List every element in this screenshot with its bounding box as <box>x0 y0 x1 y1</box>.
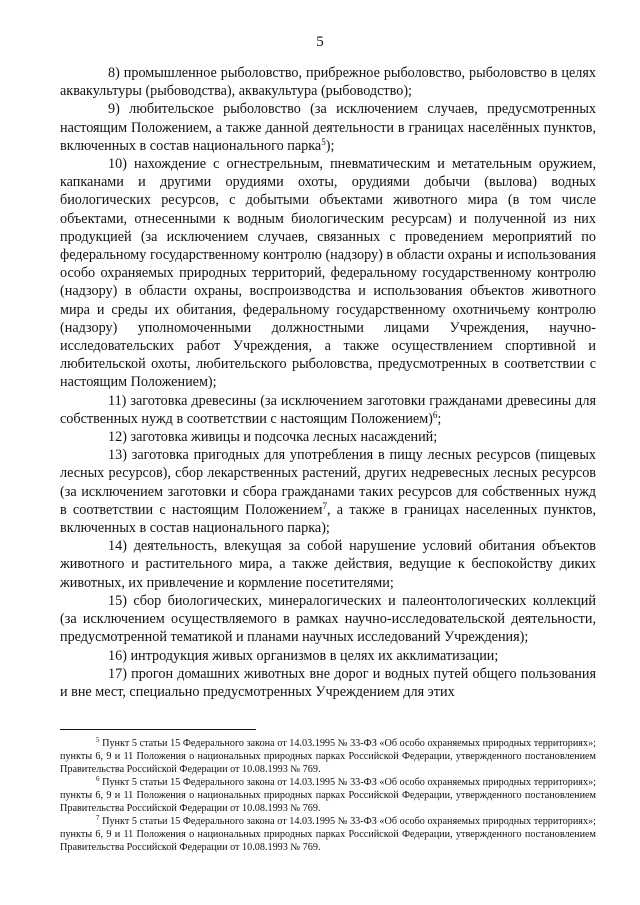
paragraph-11: 11) заготовка древесины (за исключением заготовки гражданами древесины для собственных нужд в соответствии с настоящим Положением)$^6$; <box>60 392 596 427</box>
footnote-5: $^5$ Пункт 5 статьи 15 Федерального закона от 14.03.1995 № 33-ФЗ «Об особо охраняемых природных территориях»; пункты 6, 9 и 11 Положения о национальных природных парках Российской Федерации, утвержденного постановлением Правительства Российской Федерации от 10.08.1993 № 769. <box>60 736 596 775</box>
paragraph-16: 16) интродукция живых организмов в целях их акклиматизации; <box>108 647 499 664</box>
footnote-mark: 7 <box>96 814 100 822</box>
body-text <box>60 64 596 701</box>
paragraph-15: 15) сбор биологических, минералогических и палеонтологических коллекций (за исключением осуществляемого в рамках научно-исследовательской деятельности, предусмотренной тематикой и планами научных исследований Учреждения); <box>60 592 596 646</box>
footnote-ref-5: 5 <box>321 136 326 147</box>
page-number: 5 <box>316 34 324 50</box>
paragraph-13: 13) заготовка пригодных для употребления в пищу лесных ресурсов (пищевых лесных ресурсов), сбор лекарственных растений, других недревесных лесных ресурсов (за исключением заготовки и сбора гражданами таких ресурсов для собственных нужд в соответствии с настоящим Положением$^7$, а также в границах населенных пунктов, включенных в состав национального парка); <box>60 447 596 537</box>
footnote-6: $^6$ Пункт 5 статьи 15 Федерального закона от 14.03.1995 № 33-ФЗ «Об особо охраняемых природных территориях»; пункты 6, 9 и 11 Положения о национальных природных парках Российской Федерации, утвержденного постановлением Правительства Российской Федерации от 10.08.1993 № 769. <box>60 775 596 814</box>
footnote-mark: 6 <box>96 775 100 783</box>
paragraph-10: 10) нахождение с огнестрельным, пневматическим и метательным оружием, капканами и другими орудиями охоты, орудиями добычи (вылова) водных биологических ресурсов, с добытыми объектами животного мира (в том числе объектами, отнесенными к водным биологическим ресурсам) и полученной из них продукцией (за исключением случаев, связанных с проведением мероприятий по федеральному государственному контролю (надзору) в области охраны и использования особо охраняемых природных территорий, федеральному государственному контролю (надзору) в области охраны, воспроизводства и использования объектов животного мира и среды их обитания, федеральному государственному охотничьему контролю (надзору) уполномоченными должностными лицами Учреждения, научно-исследовательских работ Учреждения, а также осуществлением спортивной и любительской охоты, любительского рыболовства, предусмотренных в соответствии с настоящим Положением); <box>60 156 596 391</box>
footnote-ref-7: 7 <box>322 500 327 511</box>
footnote-7: $^7$ Пункт 5 статьи 15 Федерального закона от 14.03.1995 № 33-ФЗ «Об особо охраняемых природных территориях»; пункты 6, 9 и 11 Положения о национальных природных парках Российской Федерации, утвержденного постановлением Правительства Российской Федерации от 10.08.1993 № 769. <box>60 814 596 853</box>
footnotes <box>60 737 596 854</box>
paragraph-12: 12) заготовка живицы и подсочка лесных насаждений; <box>108 429 438 446</box>
paragraph-8: 8) промышленное рыболовство, прибрежное рыболовство, рыболовство в целях аквакультуры (рыбоводства), аквакультура (рыбоводство); <box>60 65 596 100</box>
footnote-ref-6: 6 <box>432 409 438 420</box>
paragraph-9: 9) любительское рыболовство (за исключением случаев, предусмотренных настоящим Положением, а также данной деятельности в границах населённых пунктов, включенных в состав национального парка$^5$); <box>60 101 596 154</box>
footnote-divider <box>60 729 256 730</box>
paragraph-14: 14) деятельность, влекущая за собой нарушение условий обитания объектов животного и растительного мира, а также действия, ведущие к беспокойству диких животных, их привлечение и кормление посетителями; <box>60 538 596 591</box>
paragraph-17: 17) прогон домашних животных вне дорог и водных путей общего пользования и вне мест, специально предусмотренных Учреждением для этих <box>60 665 596 700</box>
footnote-mark: 5 <box>96 736 100 744</box>
